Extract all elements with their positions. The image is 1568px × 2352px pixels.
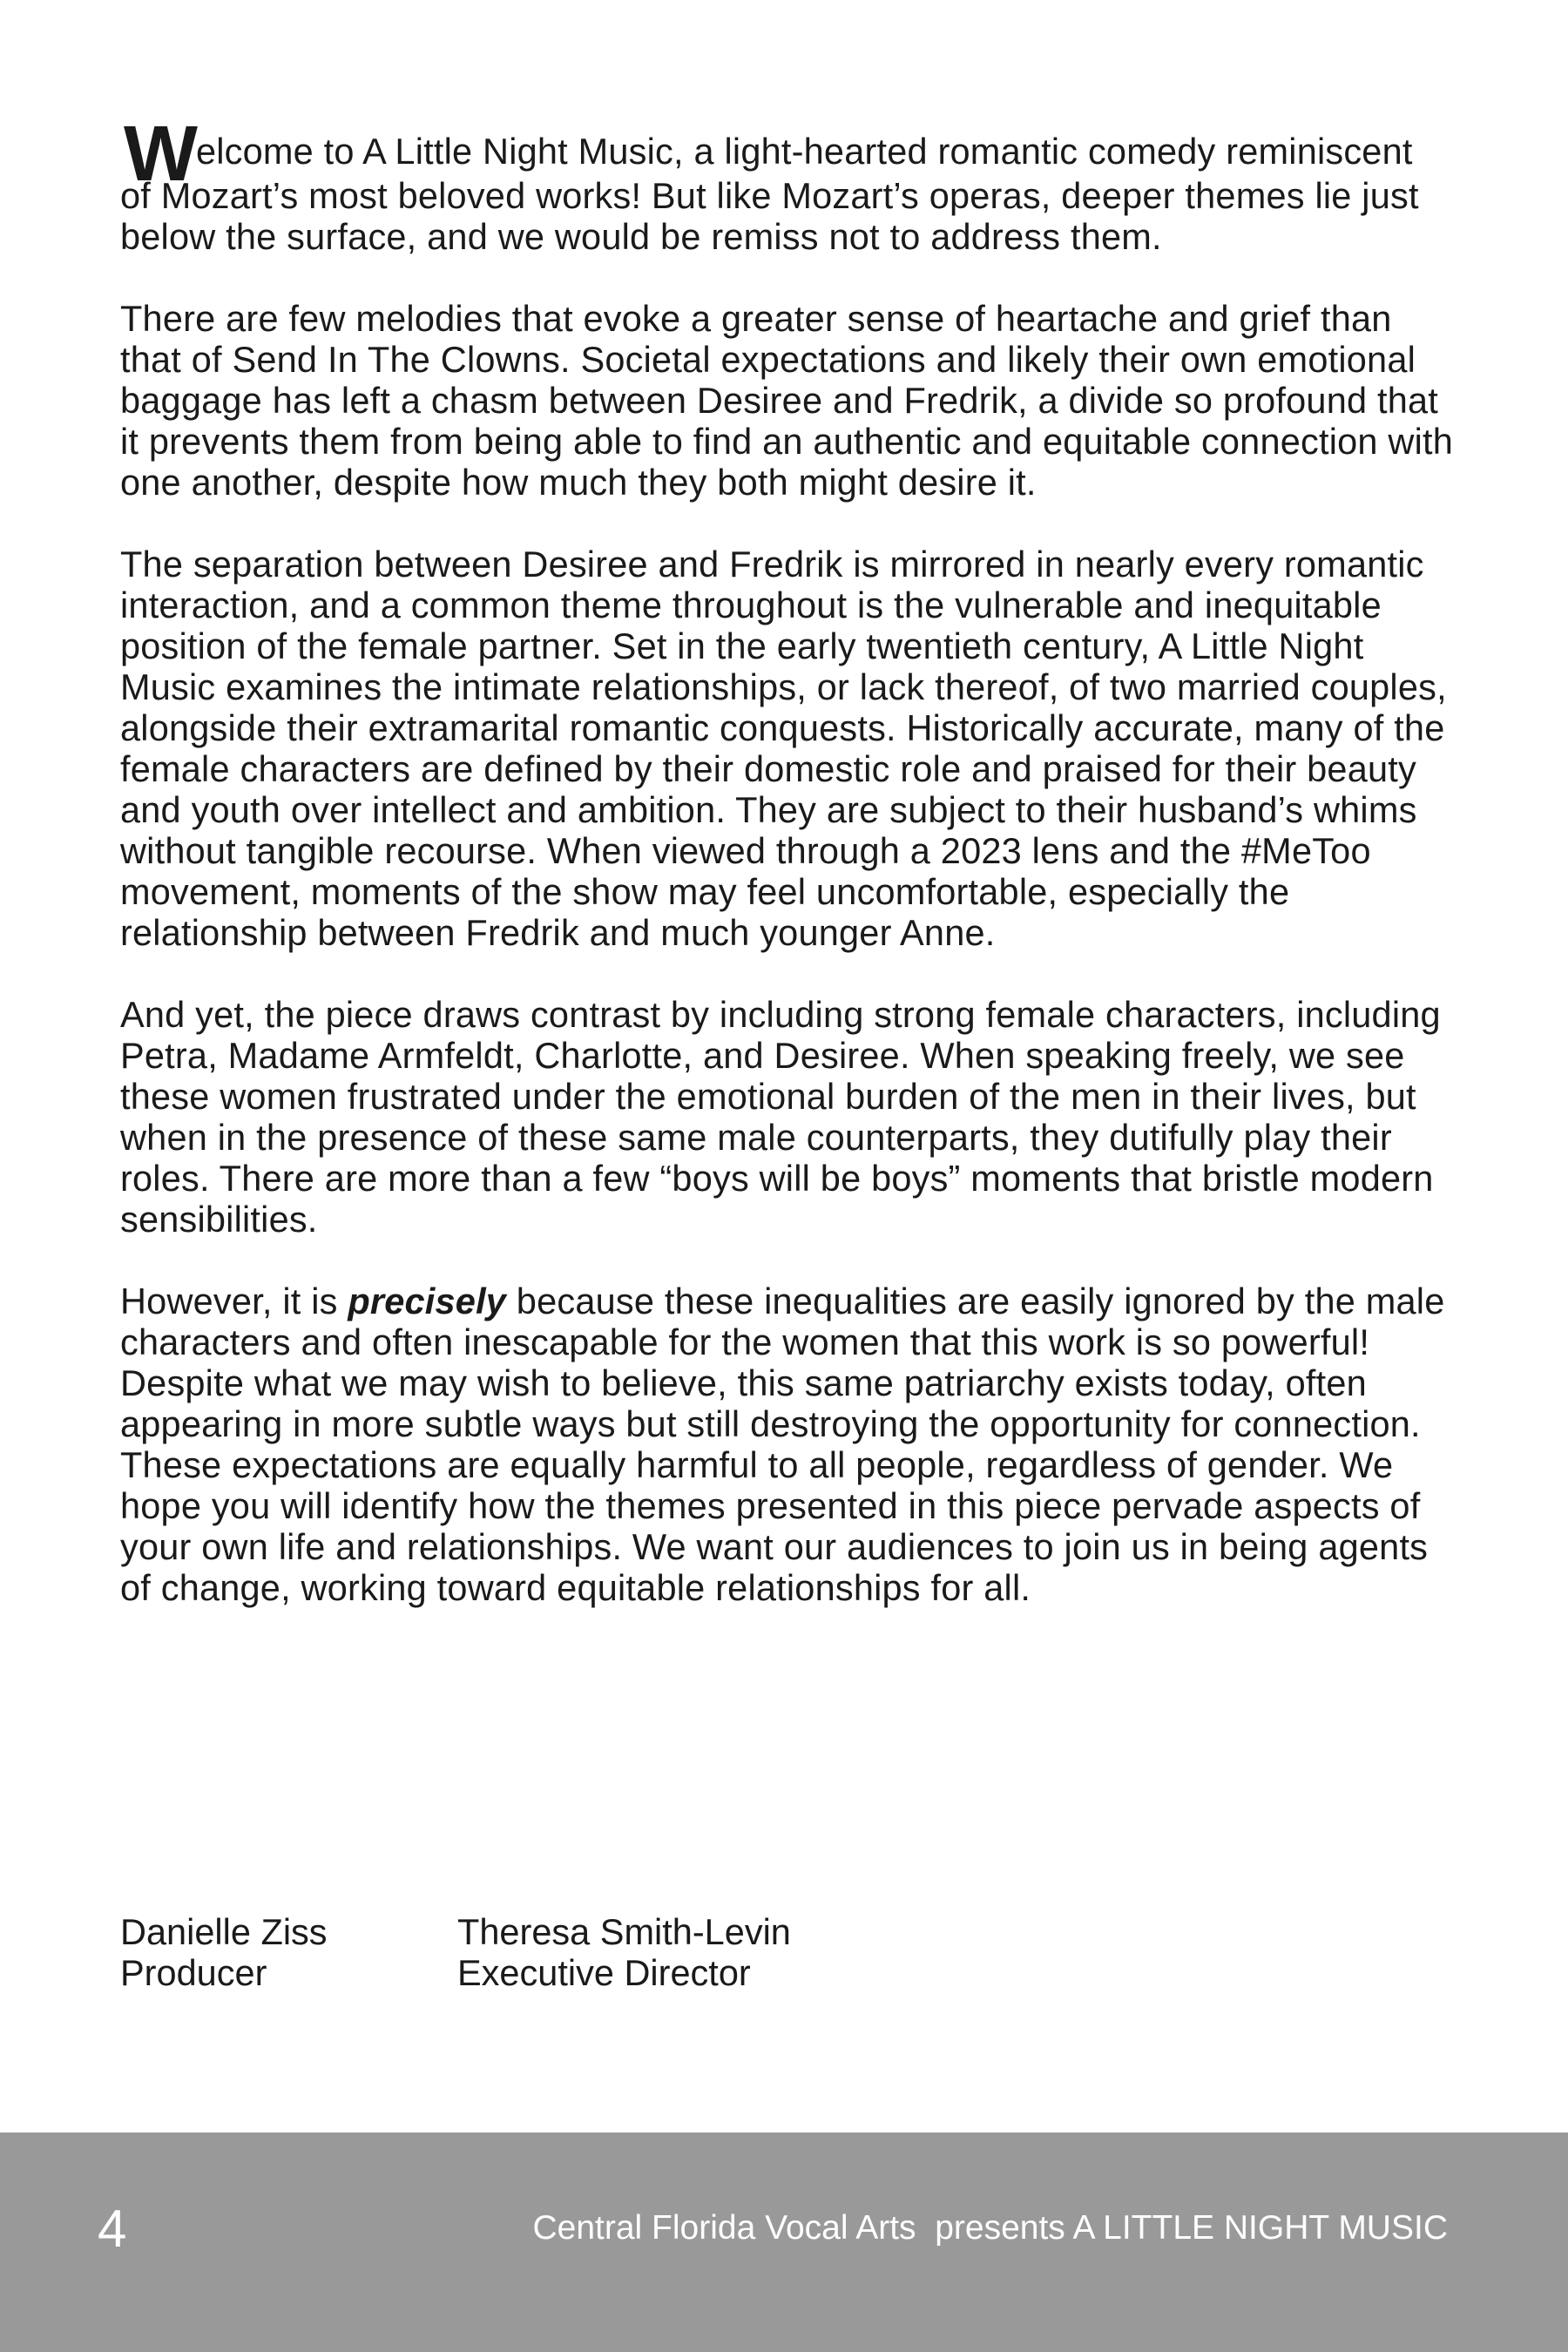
paragraph-2-text: There are few melodies that evoke a greater sense of heartache and grief than that of Send In The Clowns. Societal expectations and likely their own emotional baggage has left a chasm between Desiree and Fredrik, a divide so profound that it prevents them from being able to find an authentic and equitable connection with one another, despite how much they both might desire it.: [120, 298, 1454, 503]
letter-paragraph-4: [120, 994, 1453, 1240]
signer-title: Producer: [120, 1952, 267, 1993]
drop-cap: W: [124, 111, 196, 198]
paragraph-1-text: elcome to A Little Night Music, a light-hearted romantic comedy reminiscent of Mozart’s most beloved works! But like Mozart’s operas, deeper themes lie just below the surface, and we would be remiss not to address them.: [120, 131, 1419, 257]
letter-paragraph-2: [120, 298, 1453, 503]
signer-name: Danielle Ziss: [120, 1911, 328, 1952]
letter-paragraph-1: [120, 111, 1453, 257]
signature-executive-director: [457, 1911, 791, 1993]
signer-title: Executive Director: [457, 1952, 751, 1993]
letter-paragraph-3: [120, 544, 1453, 953]
paragraph-3-text: The separation between Desiree and Fredrik is mirrored in nearly every romantic interaction, and a common theme throughout is the vulnerable and inequitable position of the female partner. Set in the early twentieth century, A Little Night Music examines the intimate relationships, or lack thereof, of two married couples, alongside their extramarital romantic conquests. Historically accurate, many of the female characters are defined by their domestic role and praised for their beauty and youth over intellect and ambition. They are subject to their husband’s whims without tangible recourse. When viewed through a 2023 lens and the #MeToo movement, moments of the show may feel uncomfortable, especially the relationship between Fredrik and much younger Anne.: [120, 544, 1447, 953]
page-footer: [0, 2132, 1568, 2352]
signature-producer: [120, 1911, 328, 1993]
letter-paragraph-5: [120, 1281, 1453, 1608]
paragraph-5-before: However, it is: [120, 1281, 348, 1321]
letter-body: [120, 111, 1454, 1649]
emphasized-word: precisely: [348, 1281, 507, 1321]
page-number: 4: [98, 2200, 127, 2258]
signer-name: Theresa Smith-Levin: [457, 1911, 791, 1952]
footer-caption: Central Florida Vocal Arts presents A LITTLE NIGHT MUSIC: [532, 2209, 1448, 2247]
paragraph-5-after: because these inequalities are easily ignored by the male characters and often inescapable for the women that this work is so powerful! Despite what we may wish to believe, this same patriarchy exists today, often appearing in more subtle ways but still destroying the opportunity for connection. These expectations are equally harmful to all people, regardless of gender. We hope you will identify how the themes presented in this piece pervade aspects of your own life and relationships. We want our audiences to join us in being agents of change, working toward equitable relationships for all.: [120, 1281, 1445, 1608]
paragraph-4-text: And yet, the piece draws contrast by including strong female characters, including Petra, Madame Armfeldt, Charlotte, and Desiree. When speaking freely, we see these women frustrated under the emotional burden of the men in their lives, but when in the presence of these same male counterparts, they dutifully play their roles. There are more than a few “boys will be boys” moments that bristle modern sensibilities.: [120, 994, 1441, 1240]
